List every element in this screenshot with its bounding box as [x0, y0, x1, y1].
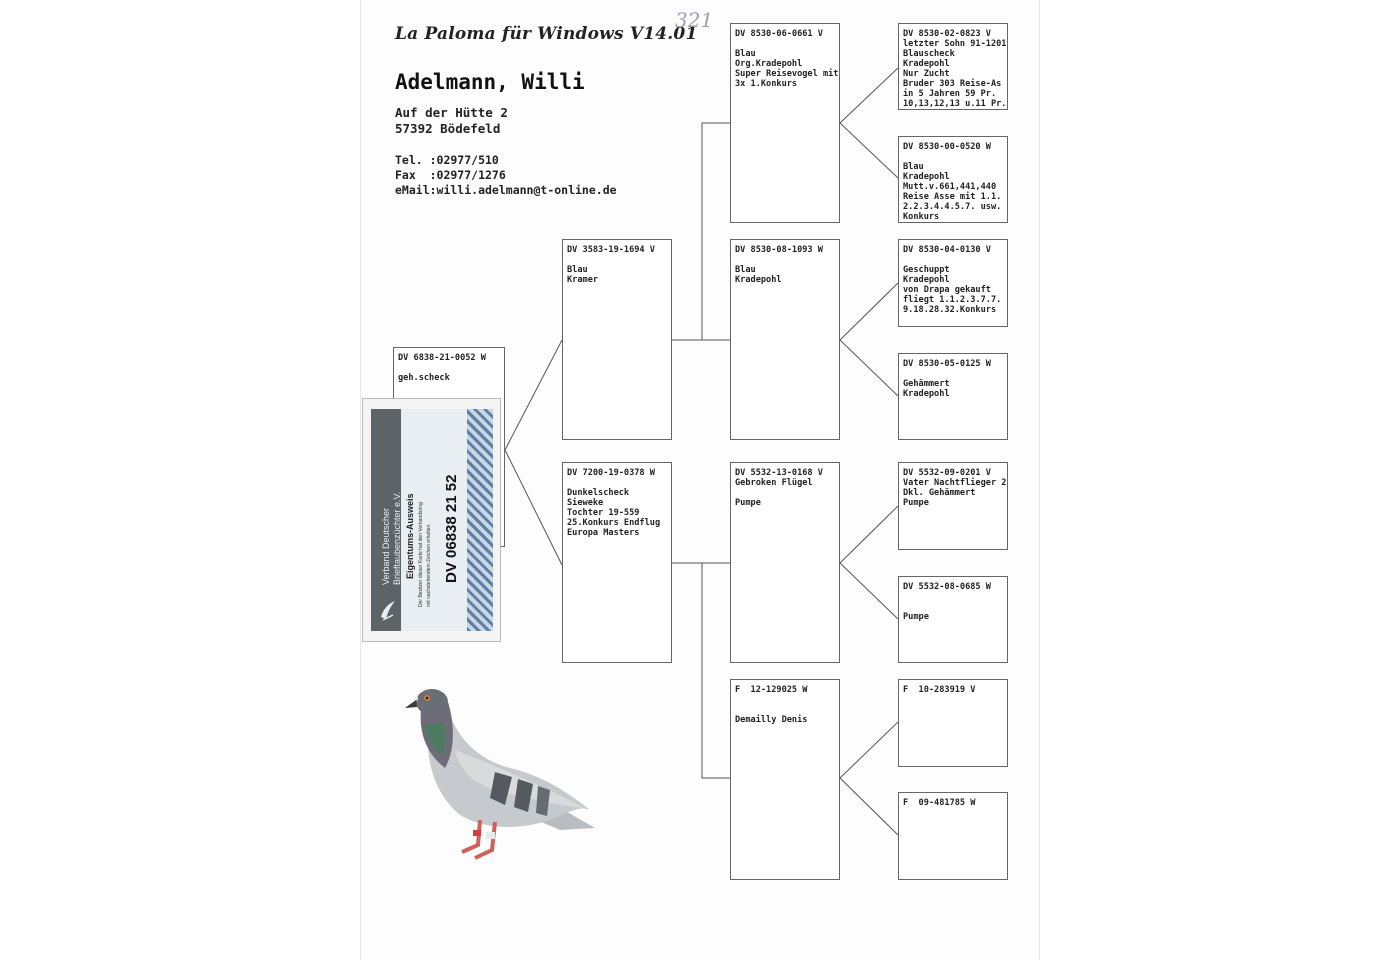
- info-line: Bruder 303 Reise-As: [903, 79, 1002, 89]
- ring-number: DV 5532-09-0201 V: [903, 468, 991, 478]
- info-line: Pumpe: [903, 498, 929, 508]
- info-line: Geschuppt: [903, 265, 950, 275]
- ring-number: DV 5532-13-0168 V: [735, 468, 823, 478]
- great-grandparent-box-3: [898, 239, 1008, 327]
- ring-number: DV 7200-19-0378 W: [567, 468, 655, 478]
- great-grandparent-box-6: [898, 576, 1008, 663]
- card-org-name: Verband Deutscher: [381, 507, 391, 585]
- handwritten-page-number: 321: [675, 8, 714, 32]
- info-line: Dkl. Gehämmert: [903, 488, 976, 498]
- card-ring-number: DV 06838 21 52: [443, 474, 460, 583]
- info-line: Blau: [567, 265, 588, 275]
- great-grandparent-box-2: [898, 136, 1008, 223]
- ring-number: DV 3583-19-1694 V: [567, 245, 655, 255]
- info-line: letzter Sohn 91-1201: [903, 39, 1007, 49]
- owner-name: Adelmann, Willi: [395, 70, 585, 94]
- ring-number: F 09-481785 W: [903, 798, 976, 808]
- ring-number: DV 8530-00-0520 W: [903, 142, 991, 152]
- info-line: Pumpe: [735, 498, 761, 508]
- info-line: [903, 255, 1003, 265]
- info-line: Dunkelscheck: [567, 488, 630, 498]
- info-line: Mutt.v.661,441,440: [903, 182, 997, 192]
- ring-number: DV 8530-05-0125 W: [903, 359, 991, 369]
- info-line: geh.scheck: [398, 373, 450, 383]
- info-line: Blau: [903, 162, 924, 172]
- info-line: Blauscheck: [903, 49, 955, 59]
- great-grandparent-box-8: [898, 792, 1008, 880]
- dam-box: [562, 462, 672, 663]
- pigeon-image: [400, 680, 600, 865]
- info-line: 9.18.28.32.Konkurs: [903, 305, 997, 315]
- info-line: Europa Masters: [567, 528, 640, 538]
- card-note-2: mit nachstehendem Zeichen erhalten.: [426, 523, 432, 607]
- info-line: Demailly Denis: [735, 715, 808, 725]
- owner-phone: Tel. :02977/510: [395, 153, 499, 167]
- info-line: von Drapa gekauft: [903, 285, 991, 295]
- ring-number: DV 8530-06-0661 V: [735, 29, 823, 39]
- ring-number: F 10-283919 V: [903, 685, 976, 695]
- owner-street: Auf der Hütte 2: [395, 105, 508, 120]
- grandparent-box-3: [730, 462, 840, 663]
- info-line: Kramer: [567, 275, 599, 285]
- card-title: Eigentums-Ausweis: [405, 493, 415, 579]
- info-line: Super Reisevogel mit: [735, 69, 839, 79]
- info-line: [735, 255, 835, 265]
- info-line: 2.2.3.4.4.5.7. usw.: [903, 202, 1002, 212]
- info-line: [903, 369, 1003, 379]
- info-line: [567, 255, 667, 265]
- info-line: Kradepohl: [903, 389, 950, 399]
- info-line: Blau: [735, 49, 756, 59]
- card-org-name-2: Brieftaubenzüchter e.V.: [392, 491, 402, 585]
- great-grandparent-box-7: [898, 679, 1008, 767]
- info-line: fliegt 1.1.2.3.7.7.: [903, 295, 1002, 305]
- info-line: [567, 478, 667, 488]
- owner-fax: Fax :02977/1276: [395, 168, 506, 182]
- app-title: La Paloma für Windows V14.01: [395, 24, 698, 44]
- ownership-card-face: [371, 409, 493, 631]
- info-line: 3x 1.Konkurs: [735, 79, 798, 89]
- ring-number: DV 6838-21-0052 W: [398, 353, 486, 363]
- info-line: Vater Nachtflieger 2: [903, 478, 1007, 488]
- ring-number: DV 8530-04-0130 V: [903, 245, 991, 255]
- info-line: Kradepohl: [903, 172, 950, 182]
- owner-email: eMail:willi.adelmann@t-online.de: [395, 183, 617, 197]
- info-line: [903, 592, 1003, 602]
- ring-number: DV 5532-08-0685 W: [903, 582, 991, 592]
- info-line: Konkurs: [903, 212, 940, 222]
- info-line: [735, 705, 835, 715]
- info-line: 10,13,12,13 u.11 Pr.: [903, 99, 1007, 109]
- ownership-card: [362, 398, 501, 642]
- info-line: [735, 39, 835, 49]
- grandparent-box-2: [730, 239, 840, 440]
- info-line: Kradepohl: [903, 275, 950, 285]
- ring-number: DV 8530-02-0823 V: [903, 29, 991, 39]
- info-line: [398, 363, 500, 373]
- grandparent-box-4: [730, 679, 840, 880]
- info-line: Reise Asse mit 1.1.: [903, 192, 1002, 202]
- info-line: Blau: [735, 265, 756, 275]
- info-line: Pumpe: [903, 612, 929, 622]
- sire-box: [562, 239, 672, 440]
- grandparent-box-1: [730, 23, 840, 223]
- info-line: Nur Zucht: [903, 69, 950, 79]
- great-grandparent-box-1: [898, 23, 1008, 110]
- info-line: [903, 152, 1003, 162]
- info-line: Sieweke: [567, 498, 604, 508]
- ownership-card-pattern: [467, 409, 493, 631]
- card-note-1: Der Besitzer dieser Karte hat den Verbandsring: [418, 502, 424, 607]
- info-line: Gehämmert: [903, 379, 950, 389]
- info-line: 25.Konkurs Endflug: [567, 518, 661, 528]
- great-grandparent-box-4: [898, 353, 1008, 440]
- great-grandparent-box-5: [898, 462, 1008, 550]
- info-line: Org.Kradepohl: [735, 59, 803, 69]
- info-line: [735, 695, 835, 705]
- ring-number: DV 8530-08-1093 W: [735, 245, 823, 255]
- info-line: Kradepohl: [903, 59, 950, 69]
- owner-city: 57392 Bödefeld: [395, 121, 501, 136]
- ring-number: F 12-129025 W: [735, 685, 808, 695]
- info-line: in 5 Jahren 59 Pr.: [903, 89, 997, 99]
- info-line: [735, 488, 835, 498]
- info-line: [903, 602, 1003, 612]
- pigeon-logo-icon: [377, 595, 399, 625]
- info-line: Gebroken Flügel: [735, 478, 813, 488]
- info-line: Tochter 19-559: [567, 508, 640, 518]
- info-line: Kradepohl: [735, 275, 782, 285]
